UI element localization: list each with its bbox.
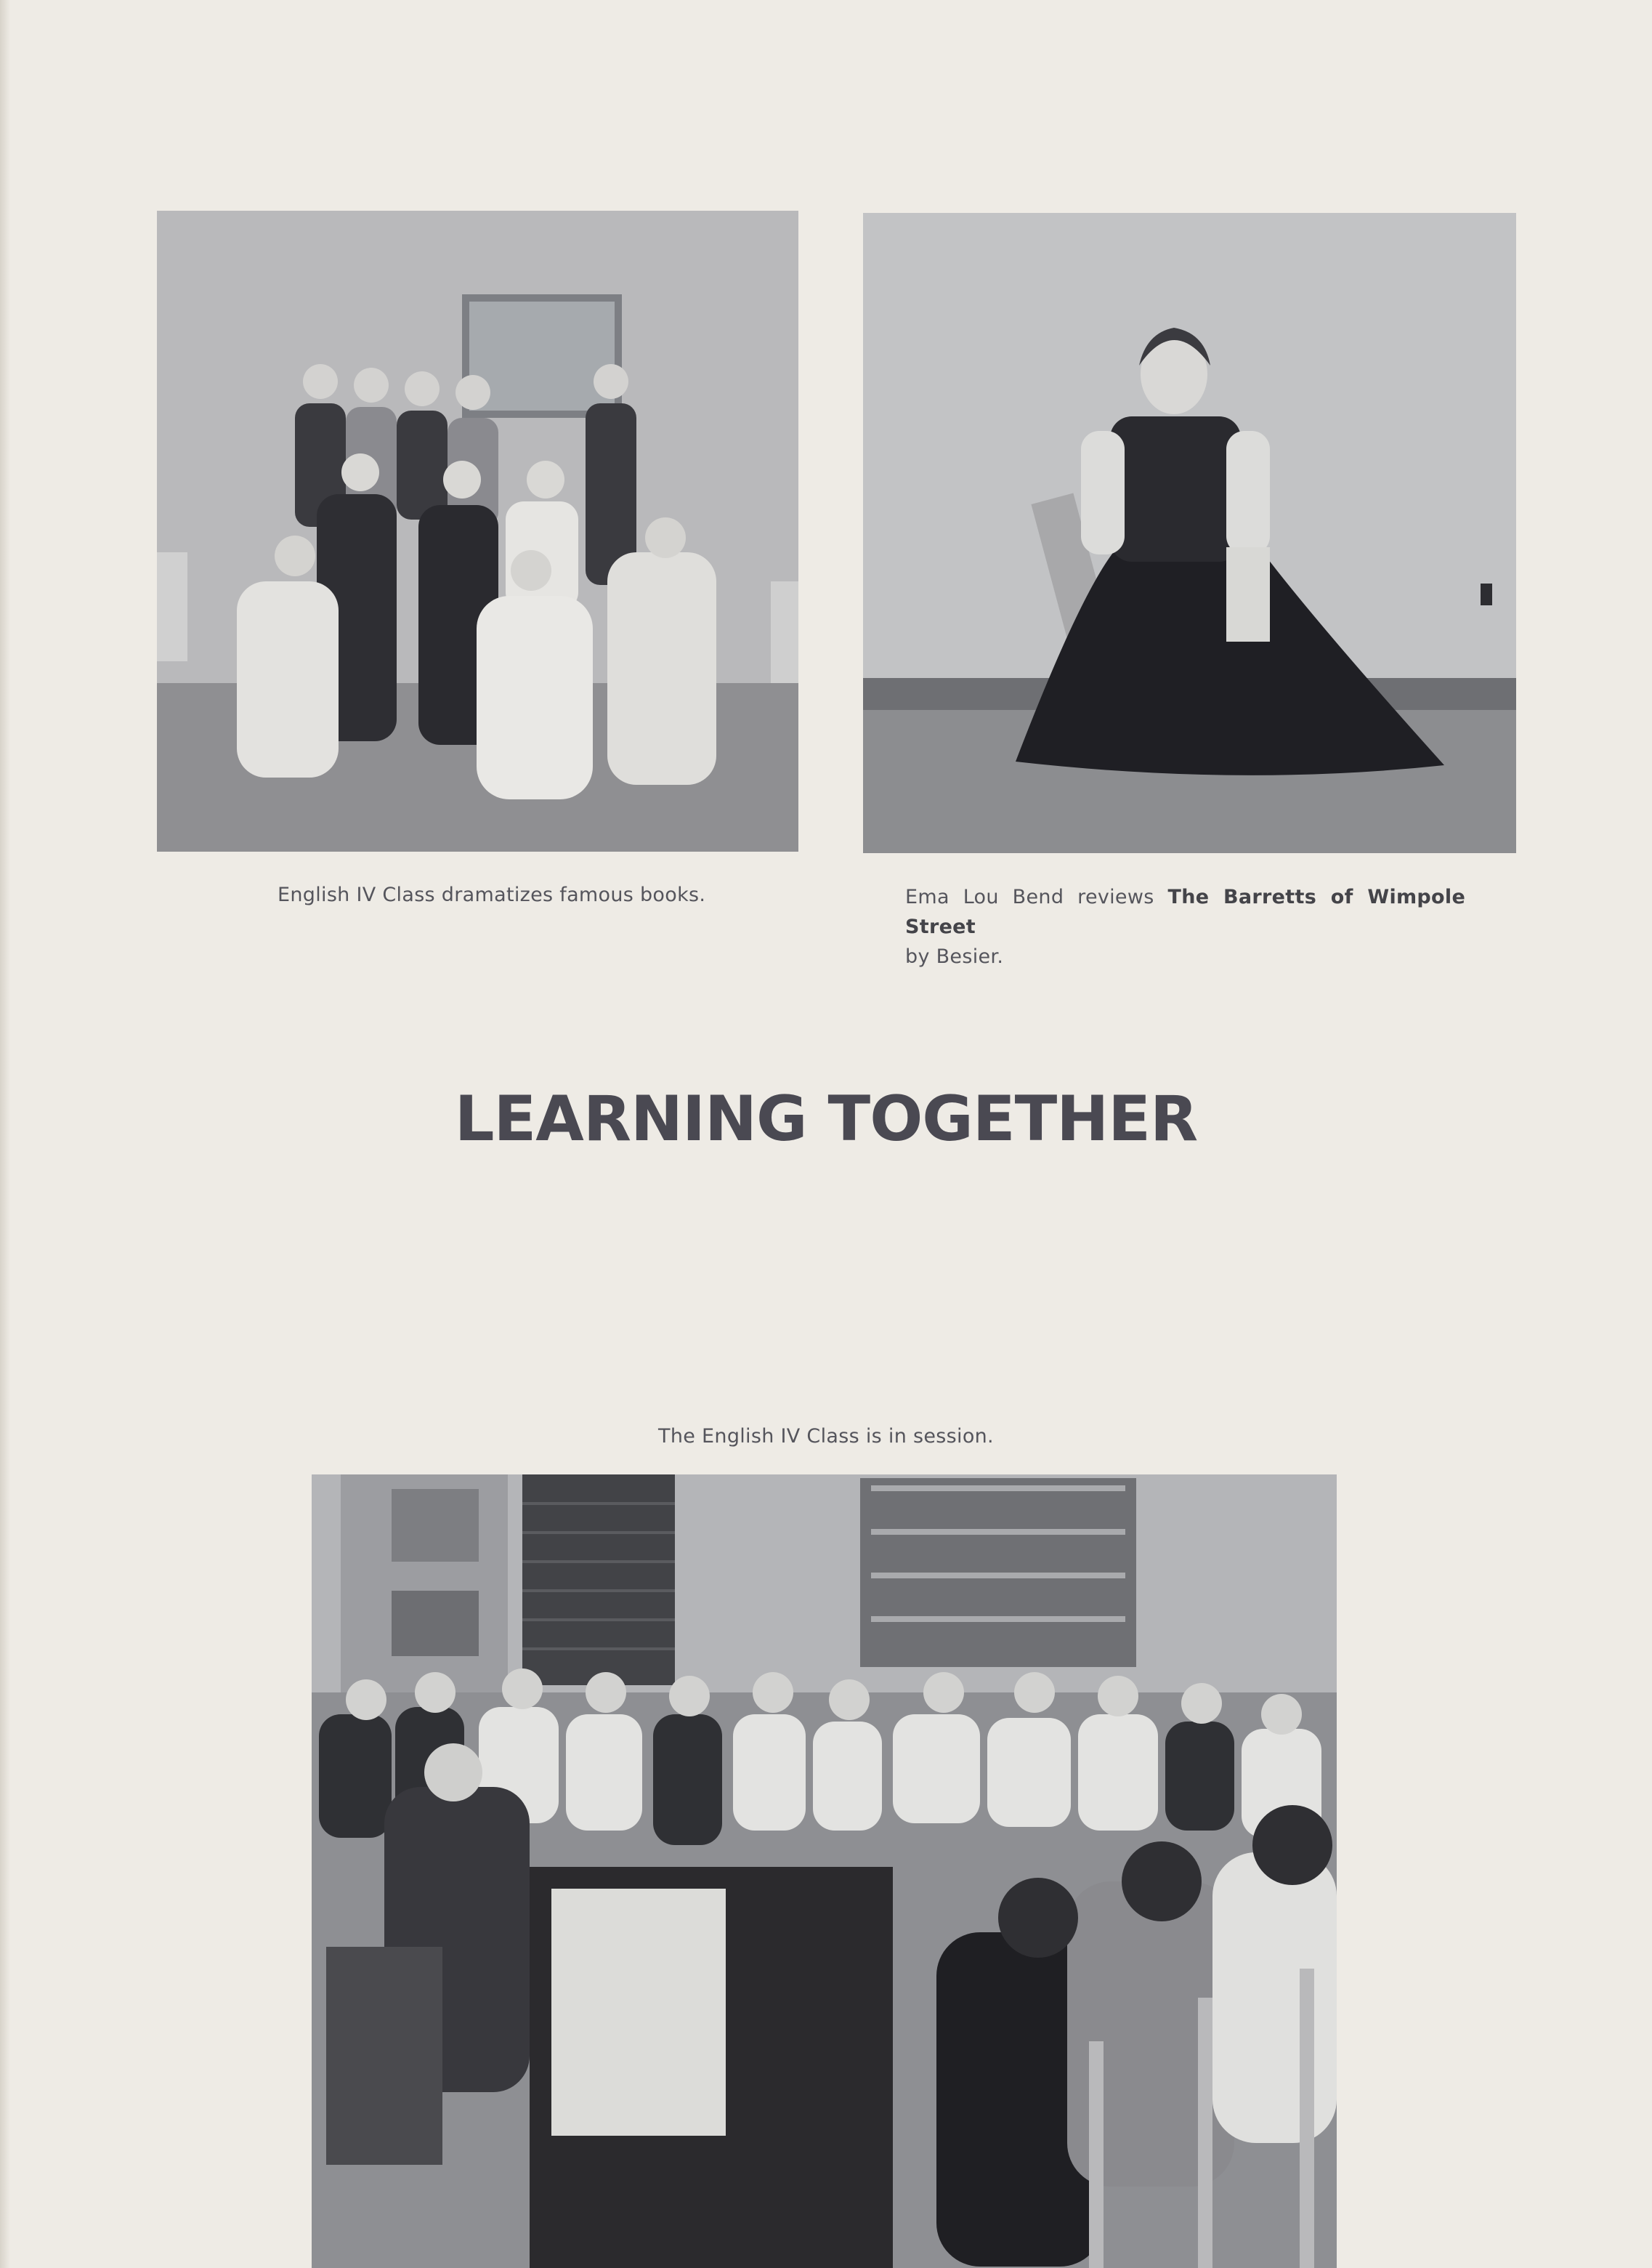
photo-english-class-session (312, 1474, 1337, 2268)
caption-review-prefix: Ema Lou Bend reviews (905, 886, 1168, 908)
page-headline: LEARNING TOGETHER (454, 1083, 1198, 1155)
photo-english-class-costumes (157, 211, 798, 852)
caption-review-suffix: by Besier. (905, 945, 1004, 968)
caption-english-class-costumes-text: English IV Class dramatizes famous books. (278, 884, 706, 906)
photo-ema-lou-bend-review (863, 213, 1516, 853)
caption-book-title: The Barretts of Wimpole Street (905, 886, 1466, 938)
caption-ema-lou-bend-review (905, 882, 1486, 972)
caption-english-class-costumes (278, 880, 705, 910)
caption-english-class-session-text: The English IV Class is in session. (658, 1425, 994, 1448)
caption-english-class-session (0, 1421, 1652, 1451)
